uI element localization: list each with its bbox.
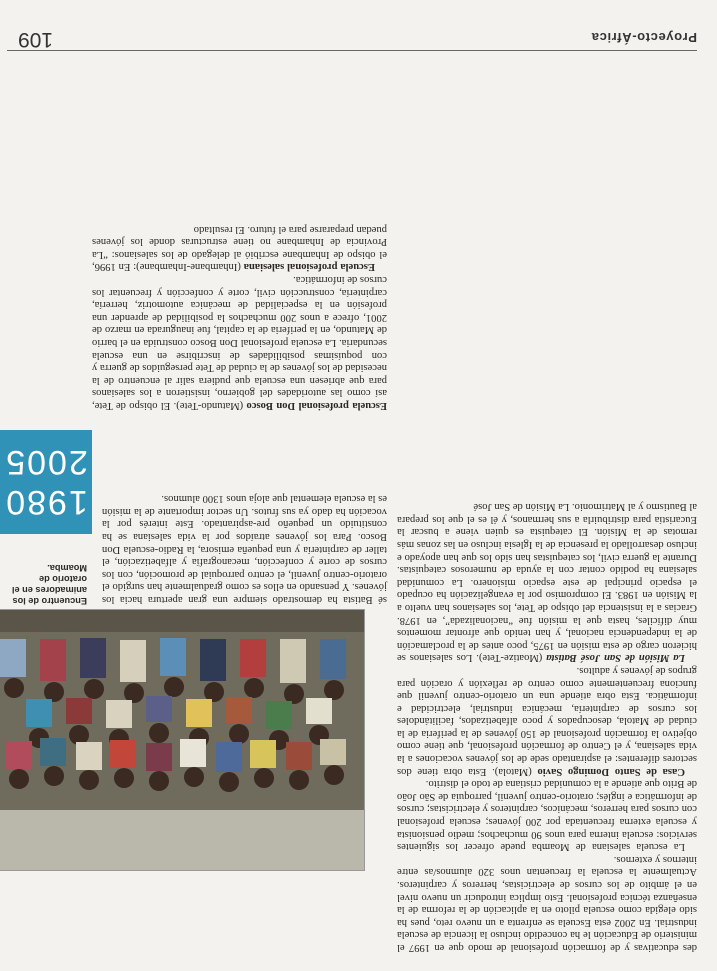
- subheading: Escuela profesional Don Bosco: [246, 400, 387, 411]
- year-end: 2005: [4, 443, 88, 481]
- group-photo: [0, 609, 365, 871]
- paragraph: La escuela salesiana de Moamba puede ofrecer los siguientes servicios: escuela interna para unos 90 muchachos; medio pensionista y escuela externa frecuentada por 200 jóvenes; escuela profesional con cursos para herreros, mecánicos, carpinteros y electricistas; cursos de informática e inglés; oratorio-centro juvenil, parroquia de São João de Brito que atiende a la comunidad cristiana de todo el distrito.: [397, 778, 697, 853]
- paragraph: (Inhambane-Inhambane): En 1996, el obispo de Inhambane escribió al delegado de los salesianos: “La Provincia de Inhambane no tiene estructuras donde los jóvenes puedan prepararse para el futuro. El resultado: [92, 223, 387, 273]
- text-column-right-lower: [92, 222, 387, 411]
- paragraph: sé Batista ha demostrado siempre una gran apertura hacia los jóvenes. Y pensando en ellos es como gradualmente han surgido el oratorio-centro juvenil, el centro parroquial de promoción, con los cursos de corte y confección, mecanografía y alfabetización, el taller de carpintería y una pequeña emisora, la Radio-escuela Don Bosco. Para los jóvenes atraídos por la vida salesiana se ha constituido un pequeño pre-aspirantado. Este interés por la vocación ha dado ya sus frutos. Un sector importante de la misión es la escuela elemental que aloja unos 1300 alumnos.: [102, 493, 387, 605]
- paragraph: (Matola). Esta obra tiene dos sectores diferentes: el aspirantado sede de los jóvenes vocaciones a la vida salesiana, y el Centro de formación profesional, que tiene como objetivo la formación profesional de 150 jóvenes de la periferia de la ciudad de Matola, desocupados y poco alfabetizados, facilitándoles los cursos de carpintería, mecánica industrial, electricidad e informática. Esta obra atiende una un oratorio-centro juvenil que funciona frecuentemente como centro de reflexión y oración para grupos de jóvenes y adultos.: [397, 664, 697, 777]
- subheading: Casa de Santo Domingo Savio: [537, 765, 685, 777]
- year-badge: [0, 430, 92, 534]
- header-rule: [7, 50, 697, 51]
- paragraph: des educativas y de formación profesional de modo que en 1997 el ministerio de Educación le ha concedido incluso la licencia de escuela industrial. En 2002 esta Escuela se enfrenta a un nuevo reto, pues ha sido elegida como escuela piloto en la aplicación de la reforma de la enseñanza técnica profesional. Esto implica introducir un nuevo nivel en el ámbito de los cursos de electricistas, herreros y carpinteros. Actualmente la escuela la frecuentan unos 320 alumnos/as entre internos y externos.: [397, 853, 697, 953]
- year-start: 1980: [4, 483, 88, 521]
- text-column-right-upper: [102, 492, 387, 605]
- photo-caption: Encuentro de los animadores en el oratorio de Moamba.: [11, 563, 87, 606]
- subheading: Escuela profesional salesiana: [243, 261, 375, 273]
- paragraph: (Matundo-Tete). El obispo de Tete, así como las autoridades del gobierno, insistieron a los salesianos para que abriesen una escuela que pudiera salir al encuentro de la necesidad de los jóvenes de la ciudad de Tete perseguidos de guerra y con poquísimas posibilidades de inscribirse en una escuela secundaria. La escuela profesional Don Bosco construida en el barrio de Matundo, en la periferia de la capital, fue inaugurada en marzo de 2001, ofrece a unos 200 muchachos la posibilidad de aprender una profesión en la especialidad de mecánica automotriz, herrería, carpintería, construcción civil, corte y confección y frecuentar los cursos de informática.: [92, 274, 387, 411]
- paragraph: (Moatize-Tete). Los salesianos se hicieron cargo de esta misión en 1975, poco antes de la proclamación de la independencia nacional, y han tenido que afrontar momentos muy difíciles, hasta que la misión fue “nacionalizada”, en 1978. Gracias a la insistencia del obispo de Tete, los salesianos han vuelto a la Misión en 1983. El compromiso por la evangelización ha ocupado el espacio principal de este espacio misionero. La comunidad salesiana ha podido contar con la ayuda de numerosos catequistas. Durante la guerra civil, los catequistas han sido los que han apoyado e incluso desarrollado la presencia de la Iglesia incluso en las zonas más remotas de la Misión. El catequista es quien viene a buscar la Eucaristía para distribuirla a sus hermanos, y él es el que los prepara al Bautismo y al Matrimonio. La Misión de San José: [397, 501, 697, 664]
- subheading: La Misión de San José Batista: [546, 652, 685, 664]
- photo-people-illustration: [0, 610, 364, 870]
- page-number: 109: [18, 28, 54, 51]
- section-title: Proyecto-África: [591, 30, 697, 45]
- text-column-left: [397, 500, 697, 953]
